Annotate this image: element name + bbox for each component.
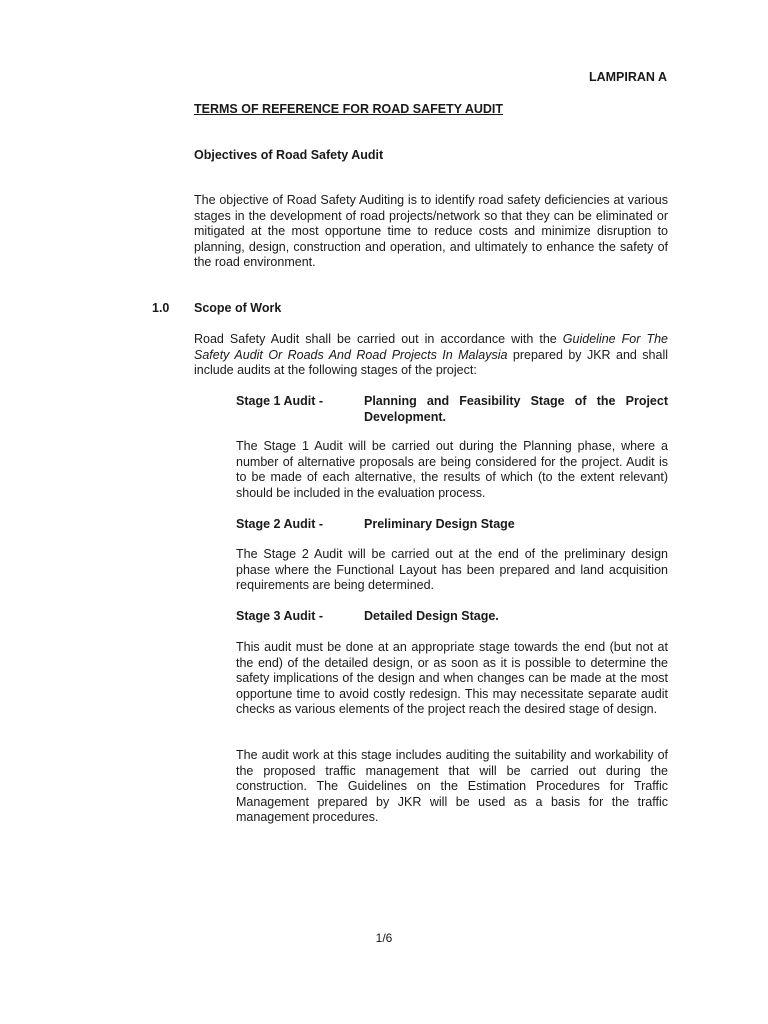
scope-text-before: Road Safety Audit shall be carried out in accordance with the <box>194 332 563 346</box>
page-number: 1/6 <box>375 931 393 945</box>
stage-1-description: The Stage 1 Audit will be carried out during the Planning phase, where a number of alternative proposals are being considered for the project. Audit is to be made of each alternative, the results of which (to the extent relevant) should be included in the evaluation process. <box>236 439 668 500</box>
stage-3-traffic-management: The audit work at this stage includes auditing the suitability and workability of the proposed traffic management that will be carried out during the construction. The Guidelines on the Estimation Procedures for Traffic Management prepared by JKR will be used as a basis for the traffic management procedures. <box>236 748 668 825</box>
stage-2-title: Preliminary Design Stage <box>364 517 515 531</box>
section-number: 1.0 <box>152 301 170 315</box>
stage-1-title: Planning and Feasibility Stage of the Project Development. <box>364 394 668 424</box>
section-title: Scope of Work <box>194 301 282 315</box>
stage-2-description: The Stage 2 Audit will be carried out at the end of the preliminary design phase where the Functional Layout has been prepared and land acquisition requirements are being determined. <box>236 547 668 593</box>
scope-paragraph <box>194 332 668 379</box>
annex-label: LAMPIRAN A <box>588 70 667 84</box>
objectives-heading: Objectives of Road Safety Audit <box>194 148 384 162</box>
stage-3-title: Detailed Design Stage. <box>364 609 499 623</box>
document-title: TERMS OF REFERENCE FOR ROAD SAFETY AUDIT <box>194 102 504 116</box>
stage-3-label: Stage 3 Audit - <box>236 609 324 623</box>
scope-text-after: prepared by JKR and shall include audits at the following stages of the project: <box>194 347 668 378</box>
guideline-title: Guideline For The Safety Audit Or Roads And Road Projects In Malaysia <box>194 332 668 362</box>
objectives-paragraph: The objective of Road Safety Auditing is to identify road safety deficiencies at various stages in the development of road projects/network so that they can be eliminated or mitigated at the most opportune time to reduce costs and minimize disruption to planning, design, construction and operation, and ultimately to enhance the safety of the road environment. <box>194 193 668 270</box>
stage-2-label: Stage 2 Audit - <box>236 517 324 531</box>
stage-3-description: This audit must be done at an appropriate stage towards the end (but not at the end) of the detailed design, or as soon as it is possible to determine the safety implications of the design and when changes can be made at the most opportune time to avoid costly redesign. This may necessitate separate audit checks as various elements of the project reach the desired stage of design. <box>236 640 668 717</box>
stage-1-label: Stage 1 Audit - <box>236 394 324 408</box>
